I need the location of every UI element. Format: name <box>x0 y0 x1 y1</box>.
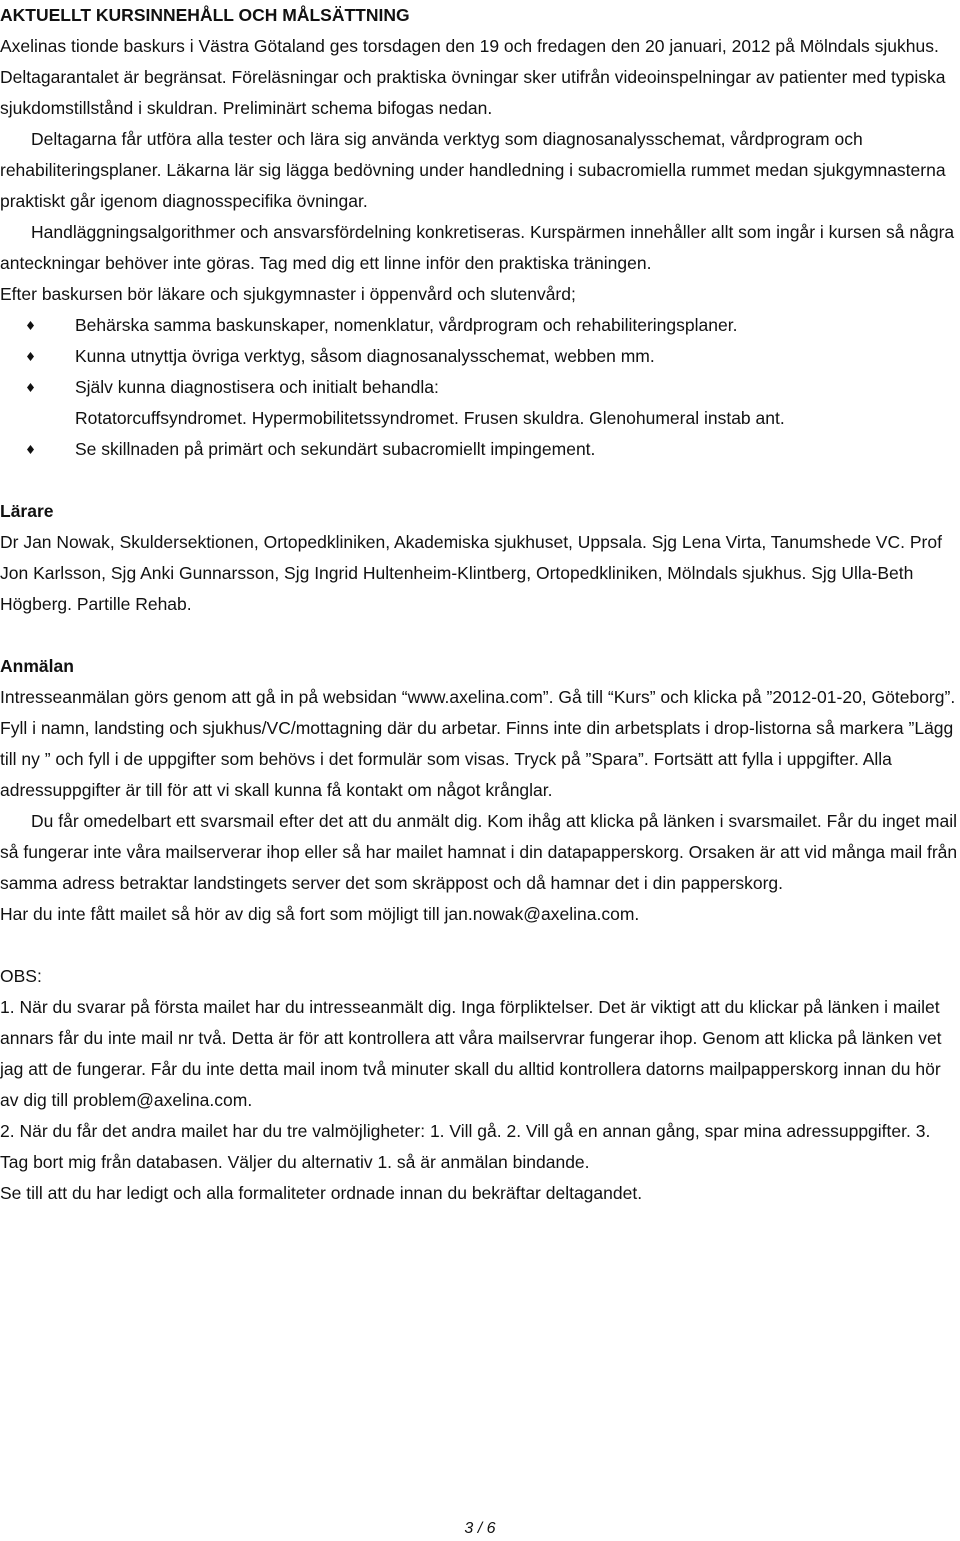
goals-intro: Efter baskursen bör läkare och sjukgymnaster i öppenvård och slutenvård; <box>0 284 576 304</box>
diamond-bullet-icon <box>27 383 34 392</box>
goal-item <box>0 310 958 341</box>
course-intro-paragraph: Axelinas tionde baskurs i Västra Götaland ges torsdagen den 19 och fredagen den 20 januari, 2012 på Mölndals sjukhus. Deltagarantalet är begränsat. Föreläsningar och praktiska övningar sker utifrån videoinspelningar av patienter med typiska sjukdomstillstånd i skuldran. Preliminärt schema bifogas nedan. <box>0 36 946 118</box>
obs-point-2: 2. När du får det andra mailet har du tre valmöjligheter: 1. Vill gå. 2. Vill gå en annan gång, spar mina adressuppgifter. 3. Tag bort mig från databasen. Väljer du alternativ 1. så är anmälan bindande. <box>0 1121 931 1172</box>
goal-text: Se skillnaden på primärt och sekundärt subacromiellt impingement. <box>75 439 596 459</box>
page-number: 3 / 6 <box>464 1520 496 1537</box>
diamond-bullet-icon <box>27 352 34 361</box>
obs-heading: OBS: <box>0 966 42 986</box>
goal-diagnoses-text: Rotatorcuffsyndromet. Hypermobilitetssyndromet. Frusen skuldra. Glenohumeral instab ant. <box>75 408 785 428</box>
section-spacer <box>0 930 958 961</box>
goal-item <box>0 372 958 434</box>
goal-item <box>0 434 958 465</box>
goal-item <box>0 341 958 372</box>
goals-list <box>0 310 958 465</box>
diamond-bullet-icon <box>27 321 34 330</box>
goal-text: Själv kunna diagnostisera och initialt behandla: <box>75 377 439 397</box>
registration-paragraph: Intresseanmälan görs genom att gå in på websidan “www.axelina.com”. Gå till “Kurs” och klicka på ”2012-01-20, Göteborg”. Fyll i namn, landsting och sjukhus/VC/mottagning där du arbetar. Finns inte din arbetsplats i drop-listorna så markera ”Lägg till ny ” och fyll i de uppgifter som behövs i det formulär som visas. Tryck på ”Spara”. Fortsätt att fylla i uppgifter. Alla adressuppgifter är till för att vi skall kunna få kontakt om något krånglar. <box>0 687 956 800</box>
diamond-bullet-icon <box>27 445 34 454</box>
contact-paragraph: Har du inte fått mailet så hör av dig så fort som möjligt till jan.nowak@axelina.com. <box>0 904 640 924</box>
goal-text: Behärska samma baskunskaper, nomenklatur, vårdprogram och rehabiliteringsplaner. <box>75 315 738 335</box>
section-spacer <box>0 465 958 496</box>
goal-text: Kunna utnyttja övriga verktyg, såsom diagnosanalysschemat, webben mm. <box>75 346 655 366</box>
participants-paragraph: Deltagarna får utföra alla tester och lära sig använda verktyg som diagnosanalysschemat, vårdprogram och rehabiliteringsplaner. Läkarna lär sig lägga bedövning under handledning i subacromiella rummet medan sjukgymnasterna praktiskt går igenom diagnosspecifika övningar. <box>0 129 946 211</box>
teachers-paragraph: Dr Jan Nowak, Skuldersektionen, Ortopedkliniken, Akademiska sjukhuset, Uppsala. Sjg Lena Virta, Tanumshede VC. Prof Jon Karlsson, Sjg Anki Gunnarsson, Sjg Ingrid Hultenheim-Klintberg, Ortopedkliniken, Mölndals sjukhus. Sjg Ulla-Beth Högberg. Partille Rehab. <box>0 532 942 614</box>
course-content-heading: AKTUELLT KURSINNEHÅLL OCH MÅLSÄTTNING <box>0 5 410 25</box>
confirmation-mail-paragraph: Du får omedelbart ett svarsmail efter det att du anmält dig. Kom ihåg att klicka på länken i svarsmailet. Får du inget mail så fungerar inte våra mailserverar ihop eller så har mailet hamnat i din datapapperskorg. Orsaken är att vid många mail från samma adress betraktar landstingets server det som skräppost och då hamnar det i din papperskorg. <box>0 811 958 893</box>
teachers-heading: Lärare <box>0 501 54 521</box>
obs-closing: Se till att du har ledigt och alla formaliteter ordnade innan du bekräftar deltagandet. <box>0 1183 643 1203</box>
obs-point-1: 1. När du svarar på första mailet har du intresseanmält dig. Inga förpliktelser. Det är viktigt att du klickar på länken i mailet annars får du inte mail nr två. Detta är för att kontrollera att våra mailservrar fungerar ihop. Genom att klicka på länken vet jag att de fungerar. Får du inte detta mail inom två minuter skall du alltid kontrollera datorns mailpapperskorg innan du hör av dig till problem@axelina.com. <box>0 997 942 1110</box>
registration-heading: Anmälan <box>0 656 74 676</box>
algorithms-paragraph: Handläggningsalgorithmer och ansvarsfördelning konkretiseras. Kurspärmen innehåller allt som ingår i kursen så några anteckningar behöver inte göras. Tag med dig ett linne inför den praktiska träningen. <box>0 222 955 273</box>
section-spacer <box>0 620 958 651</box>
